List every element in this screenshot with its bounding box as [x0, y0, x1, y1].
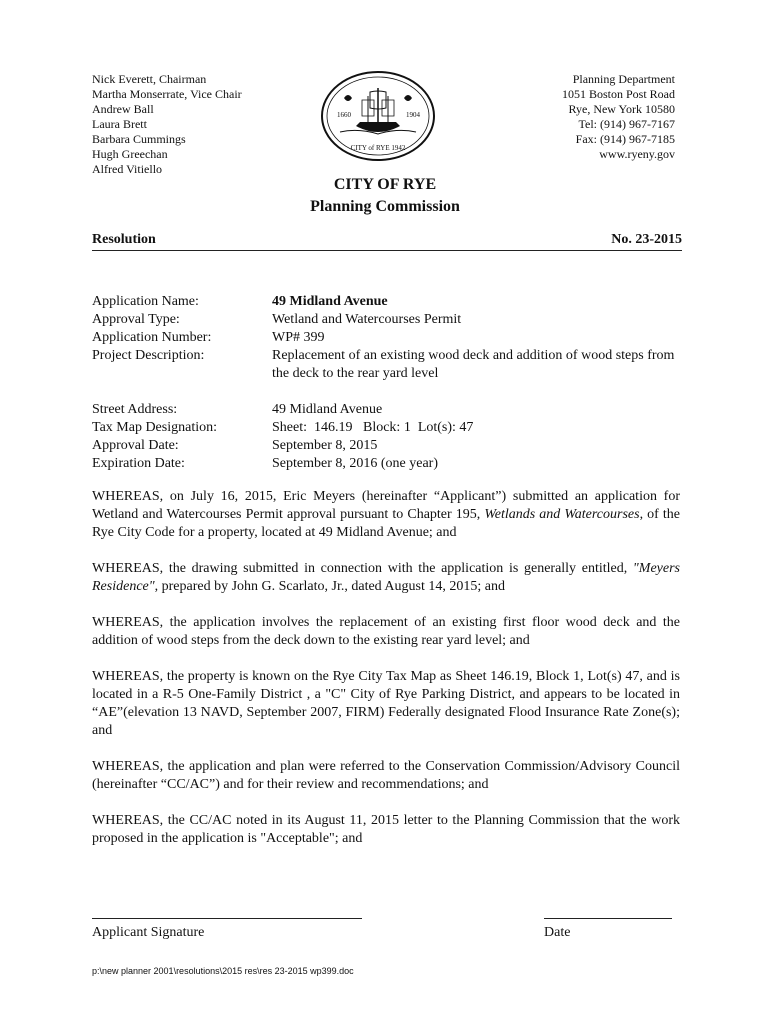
field-label: Street Address: [92, 402, 178, 417]
field-label: Approval Date: [92, 438, 179, 453]
member: Andrew Ball [92, 102, 154, 116]
field-row [92, 311, 682, 329]
field-label: Application Number: [92, 330, 212, 345]
city-seal-icon [318, 68, 438, 168]
member: Laura Brett [92, 117, 147, 131]
application-name-value: 49 Midland Avenue [272, 294, 388, 309]
whereas-paragraph: WHEREAS, the property is known on the Rye City Tax Map as Sheet 146.19, Block 1, Lot(s) 47, and is located in a R-5 One-Family District , a "C" City of Rye Parking District, and appears to be located in “AE”(elevation 13 NAVD, September 2007, FIRM) Federally designated Flood Insurance Rate Zone(s); and [92, 669, 680, 738]
member: Alfred Vitiello [92, 162, 163, 176]
member-vice-chair: Martha Monserrate, Vice Chair [92, 87, 242, 101]
field-row [92, 329, 682, 347]
tax-map-value: Sheet: 146.19 Block: 1 Lot(s): 47 [272, 420, 474, 435]
approval-date-value: September 8, 2015 [272, 438, 378, 453]
date-label: Date [544, 925, 571, 940]
street-address-value: 49 Midland Avenue [272, 402, 383, 417]
document-title [0, 174, 770, 218]
member: Barbara Cummings [92, 132, 186, 146]
footer-file-path: p:\new planner 2001\resolutions\2015 res\res 23-2015 wp399.doc [92, 966, 354, 976]
date-line [544, 918, 672, 919]
seal-left-year: 1660 [337, 111, 351, 119]
seal-bottom-text: CITY of RYE 1942 [350, 144, 406, 152]
member-chairman: Nick Everett, Chairman [92, 72, 207, 86]
applicant-signature-line [92, 918, 362, 919]
city-name: CITY OF RYE [333, 176, 437, 193]
field-label: Approval Type: [92, 312, 180, 327]
whereas-clauses [92, 488, 680, 866]
expiration-date-value: September 8, 2016 (one year) [272, 456, 438, 471]
whereas-paragraph: WHEREAS, the application involves the replacement of an existing first floor wood deck and the addition of wood steps from the deck down to the existing rear yard level; and [92, 615, 680, 648]
application-details [92, 293, 682, 473]
commission-name: Planning Commission [310, 198, 460, 215]
seal-right-year: 1904 [406, 111, 420, 119]
resolution-label: Resolution [92, 232, 156, 247]
website: www.ryeny.gov [599, 147, 675, 161]
field-label: Application Name: [92, 294, 199, 309]
project-description-value: Replacement of an existing wood deck and addition of wood steps from the deck to the rear yard level [272, 348, 675, 381]
field-row [92, 347, 682, 383]
whereas-paragraph: WHEREAS, the CC/AC noted in its August 11, 2015 letter to the Planning Commission that the work proposed in the application is "Acceptable"; and [92, 813, 680, 846]
commission-members [92, 72, 242, 177]
resolution-header [92, 232, 682, 248]
resolution-number: No. 23-2015 [611, 232, 682, 247]
applicant-signature-label: Applicant Signature [92, 925, 205, 940]
whereas-paragraph: WHEREAS, the drawing submitted in connection with the application is generally entitled, "Meyers Residence", prepared by John G. Scarlato, Jr., dated August 14, 2015; and [92, 561, 680, 594]
field-label: Tax Map Designation: [92, 420, 217, 435]
department-address [562, 72, 675, 162]
header-divider [92, 250, 682, 251]
field-row [92, 401, 682, 419]
city-state-zip: Rye, New York 10580 [568, 102, 675, 116]
field-row [92, 293, 682, 311]
street-address: 1051 Boston Post Road [561, 87, 675, 101]
member: Hugh Greechan [92, 147, 168, 161]
field-row [92, 437, 682, 455]
fax: Fax: (914) 967-7185 [575, 132, 675, 146]
field-row [92, 455, 682, 473]
field-row [92, 419, 682, 437]
department-name: Planning Department [572, 72, 675, 86]
application-number-value: WP# 399 [272, 330, 325, 345]
whereas-paragraph: WHEREAS, on July 16, 2015, Eric Meyers (hereinafter “Applicant”) submitted an application for Wetland and Watercourses Permit approval pursuant to Chapter 195, Wetlands and Watercourses, of the Rye City Code for a property, located at 49 Midland Avenue; and [92, 489, 681, 540]
field-label: Project Description: [92, 348, 205, 363]
whereas-paragraph: WHEREAS, the application and plan were referred to the Conservation Commission/Advisory Council (hereinafter “CC/AC”) and for their review and recommendations; and [92, 759, 680, 792]
approval-type-value: Wetland and Watercourses Permit [272, 312, 462, 327]
field-label: Expiration Date: [92, 456, 185, 471]
telephone: Tel: (914) 967-7167 [578, 117, 675, 131]
